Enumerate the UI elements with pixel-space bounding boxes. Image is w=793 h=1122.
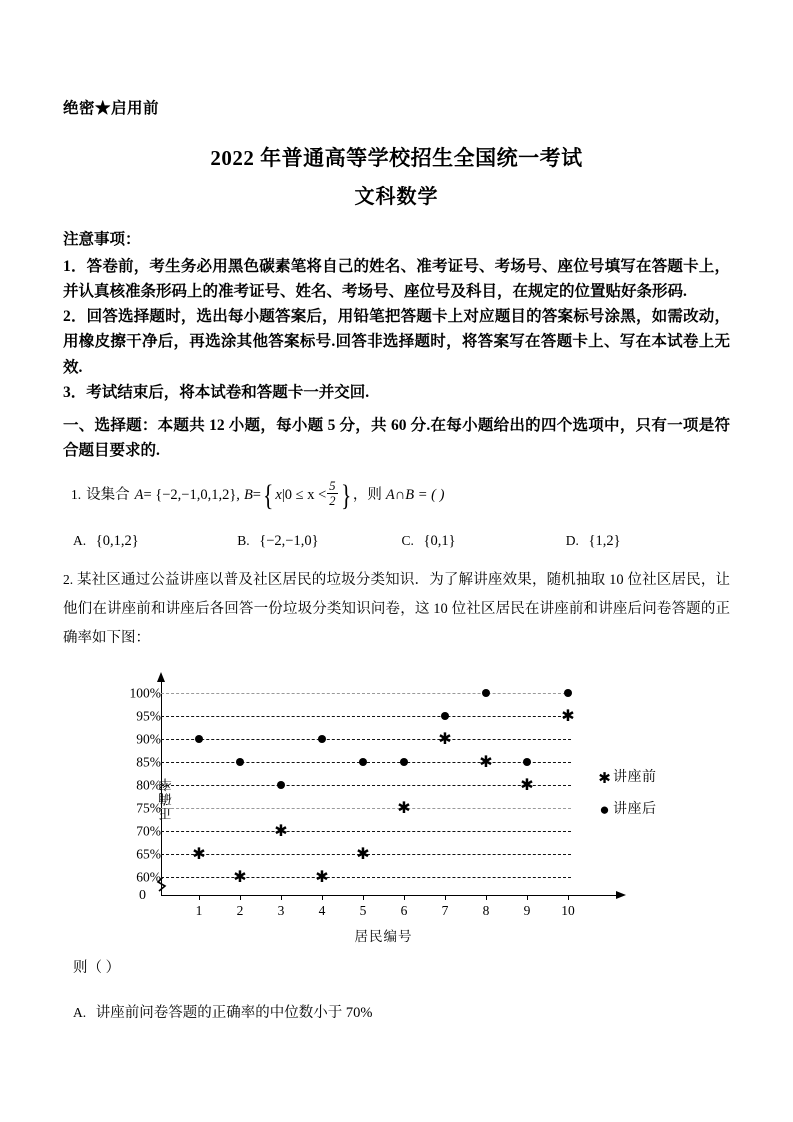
set-a-name: A <box>134 486 144 503</box>
data-point-讲座后-2 <box>236 758 244 766</box>
section-heading: 一、选择题：本题共 12 小题，每小题 5 分，共 60 分.在每小题给出的四个选项中，只有一项是符合题目要求的. <box>63 416 730 459</box>
x-tick-6 <box>404 895 405 900</box>
chart-legend <box>596 763 657 827</box>
y-axis-zero-label: 0 <box>139 888 146 904</box>
x-axis-arrow-icon <box>616 891 626 899</box>
page-content <box>63 100 730 1026</box>
option-d-value: {1,2} <box>588 533 621 550</box>
legend-label-after: 讲座后 <box>613 802 657 818</box>
legend-label-before: 讲座前 <box>613 770 657 786</box>
question-1-options <box>73 533 730 550</box>
data-point-讲座后-9 <box>523 758 531 766</box>
data-point-讲座后-7 <box>441 712 449 720</box>
y-axis-arrow-icon <box>157 672 165 682</box>
data-point-讲座前-8: ✱ <box>479 752 493 772</box>
x-tick-label-9: 9 <box>523 903 531 919</box>
fraction-five-halves <box>327 480 337 508</box>
data-point-讲座后-6 <box>400 758 408 766</box>
chart-plot-area <box>129 681 581 945</box>
x-tick-3 <box>281 895 282 900</box>
x-tick-7 <box>445 895 446 900</box>
data-point-讲座后-5 <box>359 758 367 766</box>
set-a-equation: = {−2,−1,0,1,2}, <box>143 486 240 503</box>
legend-item-before <box>596 763 657 793</box>
x-tick-8 <box>486 895 487 900</box>
option-d-label: D. <box>565 533 579 549</box>
x-tick-label-5: 5 <box>359 903 367 919</box>
exam-title: 2022 年普通高等学校招生全国统一考试 <box>210 145 583 170</box>
option-a[interactable] <box>73 533 237 550</box>
option-c-value: {0,1} <box>423 533 456 550</box>
option-b-label: B. <box>237 533 250 549</box>
x-tick-2 <box>240 895 241 900</box>
gridline-60% <box>161 877 571 878</box>
data-point-讲座前-1: ✱ <box>192 844 206 864</box>
gridline-75% <box>161 808 571 809</box>
data-point-讲座后-4 <box>318 735 326 743</box>
option-a-value: {0,1,2} <box>95 533 139 550</box>
question-1-number: 1. <box>71 486 82 502</box>
data-point-讲座后-8 <box>482 689 490 697</box>
option-d[interactable] <box>566 533 730 550</box>
x-tick-4 <box>322 895 323 900</box>
data-point-讲座前-2: ✱ <box>233 867 247 887</box>
star-marker-icon: ✱ <box>598 769 611 788</box>
y-tick-label-75%: 75% <box>136 800 161 816</box>
option-c-label: C. <box>401 533 414 549</box>
data-point-讲座前-6: ✱ <box>397 798 411 818</box>
data-point-讲座前-3: ✱ <box>274 821 288 841</box>
set-b-variable: x <box>275 486 282 503</box>
y-tick-label-100%: 100% <box>129 685 161 701</box>
gridline-100% <box>161 693 571 694</box>
gridline-95% <box>161 716 571 717</box>
option-a-label: A. <box>73 533 87 549</box>
x-tick-5 <box>363 895 364 900</box>
x-tick-label-7: 7 <box>441 903 449 919</box>
notices-heading: 注意事项： <box>63 230 141 248</box>
question-2-option-a[interactable] <box>73 1002 730 1025</box>
question-2-option-a-label: A. <box>73 1005 87 1021</box>
y-axis-title: 正确率 <box>159 777 174 821</box>
legend-item-after <box>596 793 657 827</box>
x-tick-9 <box>527 895 528 900</box>
x-tick-label-6: 6 <box>400 903 408 919</box>
y-tick-label-95%: 95% <box>136 708 161 724</box>
x-tick-label-1: 1 <box>195 903 203 919</box>
question-2-text: 某社区通过公益讲座以普及社区居民的垃圾分类知识．为了解讲座效果，随机抽取 10 位社区居民，让他们在讲座前和讲座后各回答一份垃圾分类知识问卷，这 10 位社区居民在讲座前和讲座后问卷答题的正确率如下图： <box>63 572 731 647</box>
gridline-70% <box>161 831 571 832</box>
data-point-讲座前-9: ✱ <box>520 775 534 795</box>
accuracy-scatter-chart <box>83 667 657 945</box>
notice-item-2: 2．回答选择题时，选出每小题答案后，用铅笔把答题卡上对应题目的答案标号涂黑，如需改动，用橡皮擦干净后，再选涂其他答案标号.回答非选择题时，将答案写在答题卡上、写在本试卷上无效. <box>63 308 730 376</box>
question-1-lead: 设集合 <box>86 486 130 503</box>
secret-notice: 绝密★启用前 <box>63 100 160 117</box>
data-point-讲座前-10: ✱ <box>561 706 575 726</box>
notice-item-1: 1．答卷前，考生务必用黑色碳素笔将自己的姓名、准考证号、考场号、座位号填写在答题卡上，并认真核准条形码上的准考证号、姓名、考场号、座位号及科目，在规定的位置贴好条形码. <box>63 258 730 301</box>
data-point-讲座后-10 <box>564 689 572 697</box>
question-2 <box>63 566 730 653</box>
y-tick-label-70%: 70% <box>136 823 161 839</box>
question-1: 1. 设集合 A = {−2,−1,0,1,2}, B = { x |0 ≤ x < $\frac{5}{2}$ } ，则 A∩B = ( ) <box>71 478 445 513</box>
y-tick-label-85%: 85% <box>136 754 161 770</box>
x-tick-label-3: 3 <box>277 903 285 919</box>
y-tick-label-65%: 65% <box>136 846 161 862</box>
y-tick-label-80%: 80% <box>136 777 161 793</box>
question-2-then: 则（ ） <box>73 960 121 977</box>
data-point-讲座前-5: ✱ <box>356 844 370 864</box>
data-point-讲座前-7: ✱ <box>438 729 452 749</box>
subject-title: 文科数学 <box>354 185 439 208</box>
data-point-讲座后-3 <box>277 781 285 789</box>
set-b-equals: = <box>252 486 261 503</box>
x-tick-label-10: 10 <box>561 903 575 919</box>
y-tick-label-60%: 60% <box>136 869 161 885</box>
set-b-name: B <box>243 486 253 503</box>
option-b[interactable] <box>237 533 401 550</box>
option-b-value: {−2,−1,0} <box>259 533 319 550</box>
x-axis-title: 居民编号 <box>354 929 413 945</box>
data-point-讲座前-4: ✱ <box>315 867 329 887</box>
question-2-option-a-value: 讲座前问卷答题的正确率的中位数小于 70% <box>95 1005 373 1022</box>
x-tick-label-2: 2 <box>236 903 244 919</box>
fraction-denominator: 2 <box>329 494 336 509</box>
gridline-90% <box>161 739 571 740</box>
question-1-expression: A∩B = ( ) <box>385 486 445 503</box>
question-2-number: 2. <box>63 572 74 588</box>
x-axis-line <box>161 895 616 896</box>
set-b-condition: |0 ≤ x < <box>281 486 327 503</box>
dot-marker-icon: ● <box>599 800 610 820</box>
x-tick-10 <box>568 895 569 900</box>
x-tick-1 <box>199 895 200 900</box>
option-c[interactable] <box>402 533 566 550</box>
fraction-numerator: 5 <box>329 478 336 493</box>
x-tick-label-8: 8 <box>482 903 490 919</box>
gridline-80% <box>161 785 571 786</box>
data-point-讲座后-1 <box>195 735 203 743</box>
notice-item-3: 3．考试结束后，将本试卷和答题卡一并交回. <box>63 383 370 401</box>
x-tick-label-4: 4 <box>318 903 326 919</box>
y-tick-label-90%: 90% <box>136 731 161 747</box>
question-1-comma: ，则 <box>352 486 382 503</box>
